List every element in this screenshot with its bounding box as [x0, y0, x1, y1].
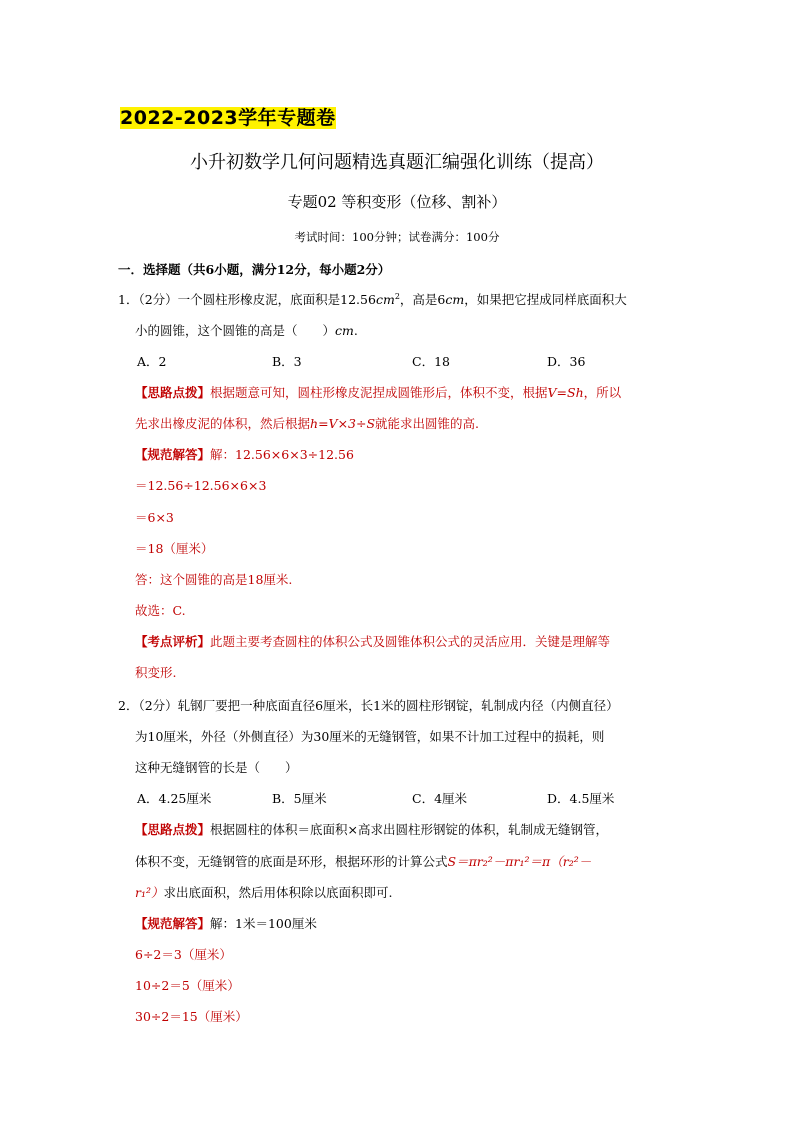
q2-sol-step2: 10÷2＝5（厘米） [135, 978, 240, 993]
q2-stem-line2: 为10厘米，外径（外侧直径）为30厘米的无缝钢管，如果不计加工过程中的损耗，则 [135, 729, 605, 744]
q1-stem-line2 [135, 323, 358, 339]
q2-sol-step1: 6÷2＝3（厘米） [135, 947, 232, 962]
q1-hint-text2b: 就能求出圆锥的高. [375, 416, 480, 431]
exam-info: 考试时间：100分钟；试卷满分：100分 [294, 230, 500, 244]
q1-hint-text1a: 根据题意可知，圆柱形橡皮泥捏成圆锥形后，体积不变，根据 [210, 385, 548, 400]
q2-hint-line3 [135, 885, 392, 901]
q2-sol-tag: 【规范解答】 [135, 916, 211, 931]
year-highlight: 2022-2023 [120, 107, 239, 129]
q2-hint-text2a: 体积不变，无缝钢管的底面是环形，根据环形的计算公式 [135, 854, 448, 869]
q1-answer: 答：这个圆锥的高是18厘米. [135, 572, 293, 587]
q1-unit-cm-2: cm [445, 292, 465, 307]
q2-hint-line1 [135, 822, 608, 838]
q2-option-c[interactable]: C．4厘米 [412, 791, 468, 806]
q1-solution-line1 [135, 447, 354, 463]
header-tag [120, 103, 336, 130]
q1-sol-tag: 【规范解答】 [135, 447, 211, 462]
q2-hint-text3: 求出底面积，然后用体积除以底面积即可. [163, 885, 393, 900]
q2-hint-formula-end: r₁²） [135, 885, 164, 900]
q1-unit-cm: cm [375, 292, 395, 307]
q1-sol-step1: ＝12.56÷12.56×6×3 [135, 478, 267, 493]
q2-solution-line1 [135, 916, 317, 932]
q2-stem-line1: 2．（2分）轧钢厂要把一种底面直径6厘米，长1米的圆柱形钢锭，轧制成内径（内侧直径） [118, 698, 619, 713]
q1-stem-text-c: ，如果把它捏成同样底面积大 [464, 292, 627, 307]
q2-option-d[interactable]: D．4.5厘米 [547, 791, 615, 806]
q1-sol-step3: ＝18（厘米） [135, 541, 214, 556]
q2-hint-formula: S＝πr₂²－πr₁²＝π（r₂²－ [447, 854, 592, 869]
q2-option-b[interactable]: B．5厘米 [272, 791, 327, 806]
q1-analysis-line2: 积变形. [135, 665, 177, 680]
page-title: 小升初数学几何问题精选真题汇编强化训练（提高） [190, 152, 604, 173]
q1-stem2-a: 小的圆锥，这个圆锥的高是（ ） [135, 323, 336, 338]
q1-hint-tag: 【思路点拨】 [135, 385, 211, 400]
q1-stem-text-a: 1．（2分）一个圆柱形橡皮泥，底面积是12.56 [118, 292, 376, 307]
q2-hint-line2 [135, 854, 591, 870]
section-heading: 一．选择题（共6小题，满分12分，每小题2分） [118, 262, 391, 277]
tag-highlight: 学年专题卷 [238, 107, 336, 129]
q1-stem-line1 [118, 292, 627, 308]
q1-hint-formula2: h=V×3÷S [310, 416, 376, 431]
q1-option-c[interactable]: C．18 [412, 354, 450, 369]
q2-stem-line3: 这种无缝钢管的长是（ ） [135, 760, 298, 775]
q1-unit-sup: 2 [394, 291, 400, 301]
q1-hint-line2 [135, 416, 479, 432]
q1-option-d[interactable]: D．36 [547, 354, 586, 369]
q1-analysis-text1: 此题主要考查圆柱的体积公式及圆锥体积公式的灵活应用．关键是理解等 [210, 634, 611, 649]
q2-options [137, 791, 737, 807]
q1-stem-text-b: ，高是6 [399, 292, 446, 307]
q2-sol-step3: 30÷2＝15（厘米） [135, 1009, 248, 1024]
q2-hint-text1: 根据圆柱的体积＝底面积×高求出圆柱形钢锭的体积，轧制成无缝钢管， [210, 822, 608, 837]
q1-option-b[interactable]: B．3 [272, 354, 302, 369]
q1-options [137, 354, 737, 370]
q1-stem2-unit: cm [335, 323, 354, 338]
q1-option-a[interactable]: A．2 [137, 354, 167, 369]
q1-analysis-line1 [135, 634, 610, 650]
q1-analysis-tag: 【考点评析】 [135, 634, 211, 649]
q1-stem2-c: . [353, 323, 358, 338]
q2-option-a[interactable]: A．4.25厘米 [137, 791, 212, 806]
q1-choice: 故选：C. [135, 603, 186, 618]
q1-hint-line1 [135, 385, 621, 401]
q1-hint-formula1: V=Sh [547, 385, 584, 400]
q2-sol-text1: 解：1米＝100厘米 [210, 916, 317, 931]
q1-sol-step2: ＝6×3 [135, 510, 174, 525]
q1-hint-text2a: 先求出橡皮泥的体积，然后根据 [135, 416, 311, 431]
q1-sol-text1: 解：12.56×6×3÷12.56 [210, 447, 354, 462]
q1-hint-text1b: ，所以 [583, 385, 622, 400]
page-subtitle: 专题02 等积变形（位移、割补） [287, 193, 507, 211]
q2-hint-tag: 【思路点拨】 [135, 822, 211, 837]
